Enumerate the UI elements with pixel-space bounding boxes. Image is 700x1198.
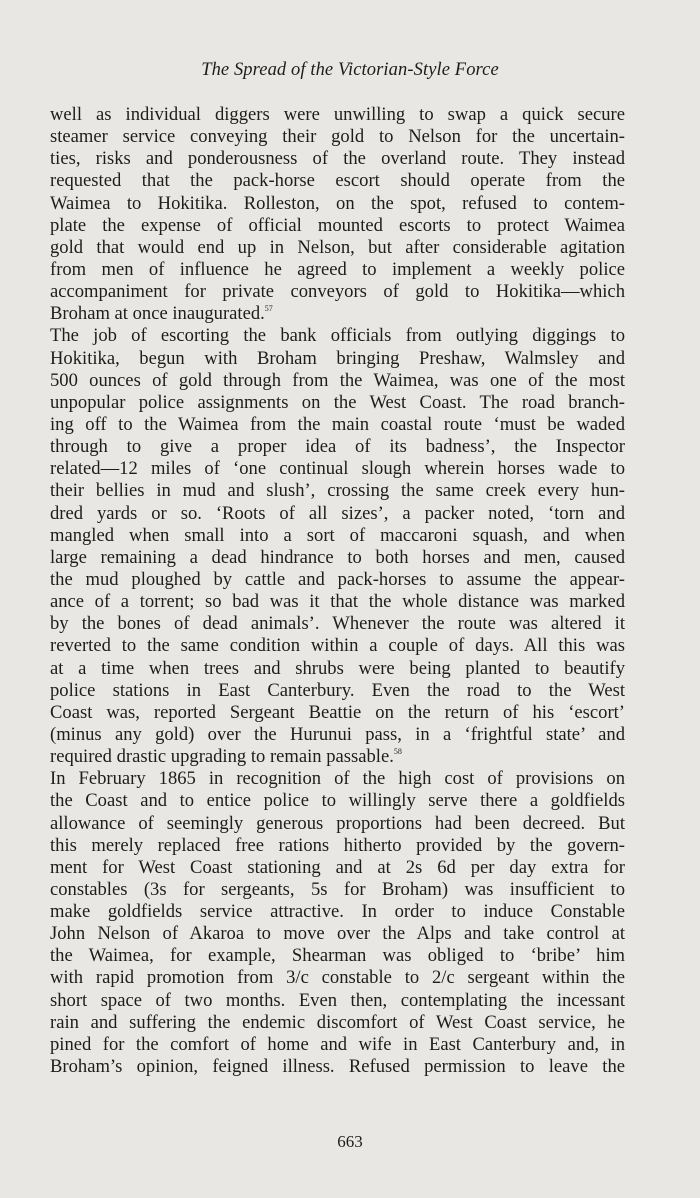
page-number: 663 (337, 1132, 363, 1151)
text-line: police stations in East Canterbury. Even the road to the West (50, 679, 625, 701)
text-line: the Waimea, for example, Shearman was obliged to ‘bribe’ him (50, 945, 625, 967)
text-line: ance of a torrent; so bad was it that the whole distance was marked (50, 591, 625, 613)
text-line: this merely replaced free rations hitherto provided by the govern- (50, 834, 625, 856)
text-line: ties, risks and ponderousness of the overland route. They instead (50, 148, 625, 170)
text-line: well as individual diggers were unwilling to swap a quick secure (50, 104, 625, 125)
text-line: with rapid promotion from 3/c constable to 2/c sergeant within the (50, 967, 625, 989)
text-fragment: Broham at once inaugurated. (50, 303, 265, 325)
text-line: from men of influence he agreed to implement a weekly police (50, 258, 625, 280)
paragraph-end-line (50, 303, 625, 325)
text-line: ing off to the Waimea from the main coastal route ‘must be waded (50, 413, 625, 435)
text-fragment: required drastic upgrading to remain passable. (50, 746, 394, 768)
text-line: make goldfields service attractive. In order to induce Constable (50, 901, 625, 923)
text-line: dred yards or so. ‘Roots of all sizes’, a packer noted, ‘torn and (50, 502, 625, 524)
text-line: the mud ploughed by cattle and pack-horses to assume the appear- (50, 568, 625, 590)
text-line: short space of two months. Even then, contemplating the incessant (50, 989, 625, 1011)
text-line: constables (3s for sergeants, 5s for Broham) was insufficient to (50, 878, 625, 900)
body-text (50, 104, 625, 1078)
text-line: reverted to the same condition within a couple of days. All this was (50, 635, 625, 657)
text-line: by the bones of dead animals’. Whenever the route was altered it (50, 613, 625, 635)
text-line: accompaniment for private conveyors of gold to Hokitika—which (50, 281, 625, 303)
text-line: at a time when trees and shrubs were being planted to beautify (50, 657, 625, 679)
text-line: pined for the comfort of home and wife in East Canterbury and, in (50, 1033, 625, 1055)
text-line: gold that would end up in Nelson, but after considerable agitation (50, 236, 625, 258)
text-line: John Nelson of Akaroa to move over the Alps and take control at (50, 923, 625, 945)
text-line: Hokitika, begun with Broham bringing Preshaw, Walmsley and (50, 347, 625, 369)
text-line: Coast was, reported Sergeant Beattie on the return of his ‘escort’ (50, 701, 625, 723)
footnote-ref-57: 57 (264, 304, 273, 314)
text-line: ment for West Coast stationing and at 2s 6d per day extra for (50, 856, 625, 878)
text-line: 500 ounces of gold through from the Waimea, was one of the most (50, 369, 625, 391)
text-line: plate the expense of official mounted escorts to protect Waimea (50, 214, 625, 236)
text-line: rain and suffering the endemic discomfort of West Coast service, he (50, 1011, 625, 1033)
text-line: mangled when small into a sort of maccaroni squash, and when (50, 524, 625, 546)
text-line: Broham’s opinion, feigned illness. Refused permission to leave the (50, 1056, 625, 1078)
paragraph-end-line (50, 746, 625, 768)
text-line: through to give a proper idea of its badness’, the Inspector (50, 436, 625, 458)
text-line: allowance of seemingly generous proportions had been decreed. But (50, 812, 625, 834)
text-line: requested that the pack-horse escort should operate from the (50, 170, 625, 192)
text-line: the Coast and to entice police to willingly serve there a goldfields (50, 790, 625, 812)
text-line: (minus any gold) over the Hurunui pass, in a ‘frightful state’ and (50, 723, 625, 745)
text-line: The job of escorting the bank officials from outlying diggings to (50, 325, 625, 347)
text-line: Waimea to Hokitika. Rolleston, on the spot, refused to contem- (50, 192, 625, 214)
text-line: related—12 miles of ‘one continual slough wherein horses wade to (50, 458, 625, 480)
running-header: The Spread of the Victorian-Style Force (201, 60, 499, 80)
text-line: their bellies in mud and slush’, crossing the same creek every hun- (50, 480, 625, 502)
text-line: large remaining a dead hindrance to both horses and men, caused (50, 546, 625, 568)
text-line: unpopular police assignments on the West Coast. The road branch- (50, 391, 625, 413)
text-line: In February 1865 in recognition of the high cost of provisions on (50, 768, 625, 790)
text-line: steamer service conveying their gold to Nelson for the uncertain- (50, 126, 625, 148)
footnote-ref-58: 58 (393, 747, 402, 757)
